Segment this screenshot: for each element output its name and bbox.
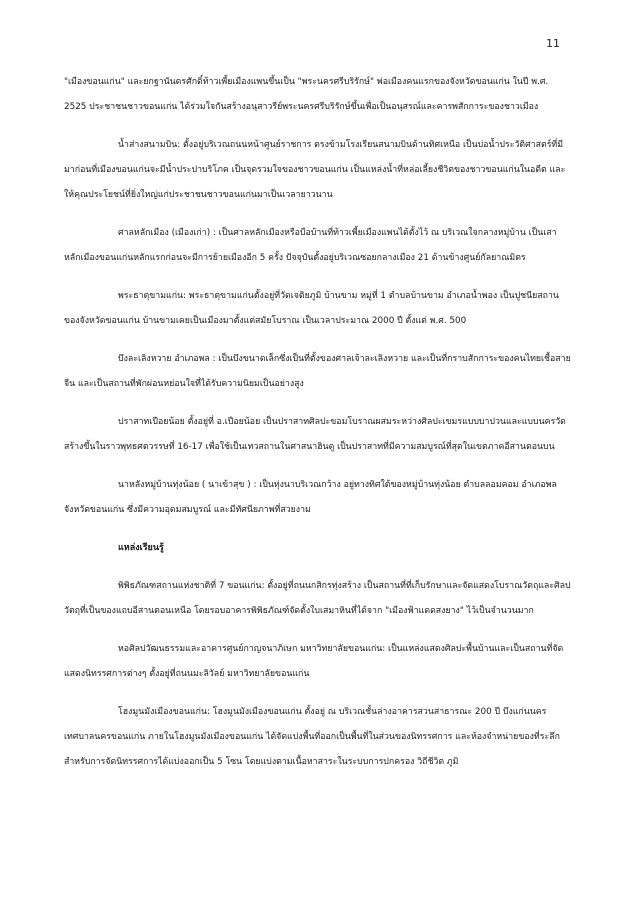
document-body <box>64 70 572 775</box>
section-heading: แหล่งเรียนรู้ <box>118 543 164 553</box>
paragraph-art-gallery: หอศิลปวัฒนธรรมและอาคารศูนย์กาญจนาภิเษก มหาวิทยาลัยขอนแก่น: เป็นแหล่งแสดงศิลปะพื้นบ้านและเป็นสถานที่จัดแสดงนิทรรศการต่างๆ ตั้งอยู่ที่ถนนมะลิวัลย์ มหาวิทยาลัยขอนแก่น <box>64 644 564 679</box>
paragraph-hong-mun-mang: โฮงมูนมังเมืองขอนแก่น: โฮงมูนมังเมืองขอนแก่น ตั้งอยู่ ณ บริเวณชั้นล่างอาคารสวนสาธารณะ 200 ปี บึงแก่นนครเทศบาลนครขอนแก่น ภายในโฮงมูนมังเมืองขอนแก่น ได้จัดแบ่งพื้นที่ออกเป็นพื้นที่ในส่วนของนิทรรศการ และห้องจำหน่ายของที่ระลึก สำหรับการจัดนิทรรศการได้แบ่งออกเป็น 5 โซน โดยแบ่งตามเนื้อหาสาระในระบบการปกครอง วิถีชีวิต ภูมิ <box>64 707 560 767</box>
paragraph-intro: "เมืองขอนแก่น" และยกฐานันดรศักดิ์ท้าวเพี้ยเมืองแพนขึ้นเป็น "พระนครศรีบริรักษ์" พ่อเมืองคนแรกของจังหวัดขอนแก่น ในปี พ.ศ. 2525 ประชาชนชาวขอนแก่น ได้ร่วมใจกันสร้างอนุสาวรีย์พระนครศรีบริรักษ์ขึ้นเพื่อเป็นอนุสรณ์และคารพสักการะของชาวเมือง <box>64 77 549 112</box>
paragraph-prasat: ปราสาทเปือยน้อย ตั้งอยู่ที่ อ.เปือยน้อย เป็นปราสาทศิลปะขอมโบราณผสมระหว่างศิลปะเขมรแบบบาปวนและแบบนครวัด สร้างขึ้นในราวพุทธศตวรรษที่ 16-17 เพื่อใช้เป็นเทวสถานในศาสนาฮินดู เป็นปราสาทที่มีความสมบูรณ์ที่สุดในเขตภาคอีสานตอนบน <box>64 417 566 452</box>
paragraph-city-pillar: ศาลหลักเมือง (เมืองเก่า) : เป็นศาลหลักเมืองหรือบือบ้านที่ท้าวเพี้ยเมืองแพนได้ตั้งไว้ ณ บริเวณใจกลางหมู่บ้าน เป็นเสาหลักเมืองขอนแก่นหลักแรกก่อนจะมีการย้ายเมืองอีก 5 ครั้ง ปัจจุบันตั้งอยู่บริเวณซอยกลางเมือง 21 ด้านข้างศูนย์กัลยาณมิตร <box>64 228 557 263</box>
paragraph-bueng: บึงละเลิงหวาย อำเภอพล : เป็นบึงขนาดเล็กซึ่งเป็นที่ตั้งของศาลเจ้าละเลิงหวาย และเป็นที่กราบสักการะของคนไทยเชื้อสายจีน และเป็นสถานที่พักผ่อนหย่อนใจที่ได้รับความนิยมเป็นอย่างสูง <box>64 354 571 389</box>
page-number: 11 <box>546 37 560 50</box>
paragraph-phra-that: พระธาตุขามแก่น: พระธาตุขามแก่นตั้งอยู่ที่วัดเจติยภูมิ บ้านขาม หมู่ที่ 1 ตำบลบ้านขาม อำเภอน้ำพอง เป็นปูชนียสถานของจังหวัดขอนแก่น บ้านขามเคยเป็นเมืองมาตั้งแต่สมัยโบราณ เป็นเวลาประมาณ 2000 ปี ตั้งแต่ พ.ศ. 500 <box>64 291 559 326</box>
paragraph-rice-field: นาหลังหมู่บ้านทุ่งน้อย ( นาเข้าสุข ) : เป็นทุ่งนาบริเวณกว้าง อยู่ทางทิศใต้ของหมู่บ้านทุ่งน้อย ตำบลลอมคอม อำเภอพล จังหวัดขอนแก่น ซึ่งมีความอุดมสมบูรณ์ และมีทัศนียภาพที่สวยงาม <box>64 480 557 515</box>
paragraph-museum: พิพิธภัณฑสถานแห่งชาติที่ 7 ขอนแก่น: ตั้งอยู่ที่ถนนกสิกรทุ่งสร้าง เป็นสถานที่ที่เก็บรักษาและจัดแสดงโบราณวัตถุและศิลปวัตถุที่เป็นของแถบอีสานตอนเหนือ โดยรอบอาคารพิพิธภัณฑ์จัดตั้งใบเสมาหินที่ได้จาก "เมืองฟ้าแดดสงยาง" ไว้เป็นจำนวนมาก <box>64 581 571 616</box>
paragraph-well: น้ำส่างสนามบิน: ตั้งอยู่บริเวณถนนหน้าศูนย์ราชการ ตรงข้ามโรงเรียนสนามบินด้านทิศเหนือ เป็นบ่อน้ำประวัติศาสตร์ที่มีมาก่อนที่เมืองขอนแก่นจะมีน้ำประปาบริโภค เป็นจุดรวมใจของชาวขอนแก่น เป็นแหล่งน้ำที่หล่อเลี้ยงชีวิตของชาวขอนแก่นในอดีต และให้คุณประโยชน์ที่ยิ่งใหญ่แก่ประชาชนชาวขอนแก่นมาเป็นเวลายาวนาน <box>64 140 566 200</box>
